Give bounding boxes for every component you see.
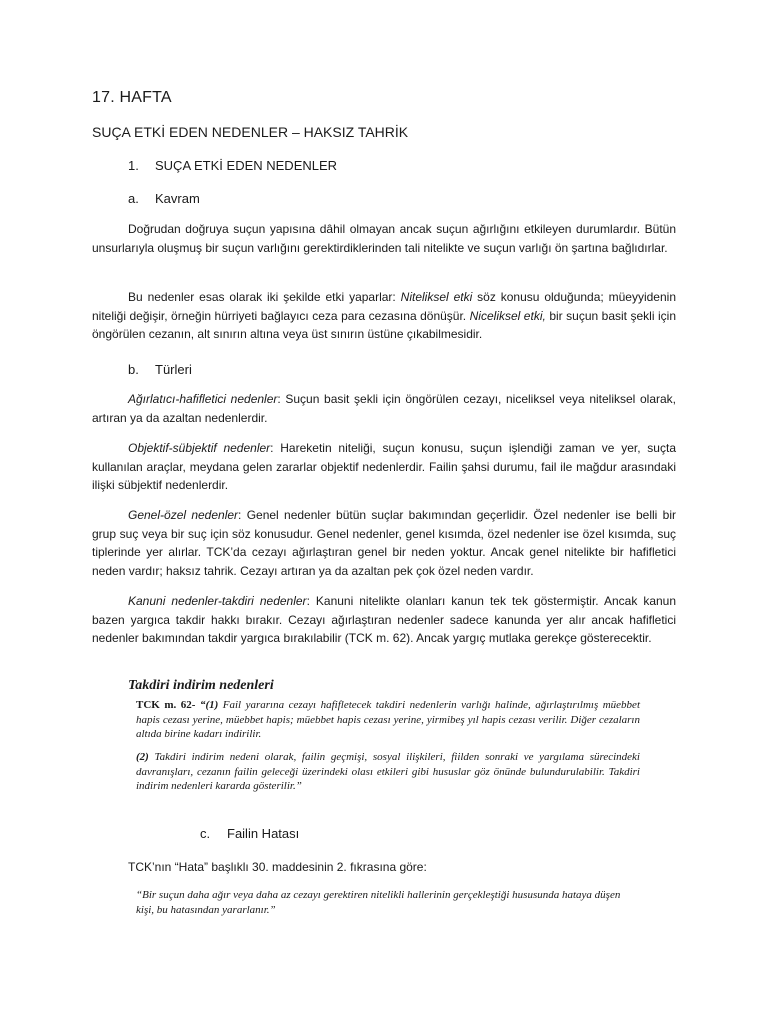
italic-term: Objektif-sübjektif nedenler: [128, 441, 271, 455]
subsection-label: Türleri: [155, 362, 192, 377]
italic-term: Kanuni nedenler-takdiri nedenler: [128, 594, 307, 608]
paragraph-turler-4: [92, 592, 676, 648]
law-quote-3: [136, 888, 640, 917]
subsection-heading-c: [200, 826, 299, 841]
text-run: : Hareketin niteliği, suçun konusu, suçun işlendiği zaman ve yer, suçta kullanılan araçlar, meydana gelen zararlar objektif nedenlerdir. Failin şahsi durumu, fail ile mağdur arasındaki ilişki sübjektif nedenlerdir.: [92, 441, 676, 492]
italic-term: Niteliksel etki: [400, 290, 473, 304]
paragraph-turler-1: [92, 390, 676, 427]
paragraph-turler-3: [92, 506, 676, 580]
law-quote-2: [136, 750, 640, 794]
clause-text: Takdiri indirim nedeni olarak, failin geçmişi, sosyal ilişkileri, fiilden sonraki ve yargılama sürecindeki davranışları, cezanın failin geleceği üzerindeki olası etkileri gibi hususlar göz önünde bulundurulabilir. Takdiri indirim nedenleri kararda gösterilir.”: [136, 751, 640, 792]
italic-term: Genel-özel nedenler: [128, 508, 239, 522]
italic-term: Niceliksel etki,: [469, 308, 546, 323]
subsection-label: Kavram: [155, 191, 200, 206]
subsection-heading-a: [128, 191, 200, 206]
clause-text: Fail yararına cezayı hafifletecek takdiri nedenlerin varlığı halinde, ağırlaştırılmış müebbet hapis cezası yerine, müebbet hapis; müebbet hapis cezası yerine, yirmibeş yıl hapis cezası verilir. Diğer cezaların altıda birine kadarı indirilir.: [136, 699, 640, 740]
week-heading: 17. HAFTA: [92, 89, 172, 106]
text-run: : Kanuni nitelikte olanları kanun tek tek göstermiştir. Ancak kanun bazen yargıca takdir hakkı bırakır. Cezayı ağırlaştıran nedenler sadece kanunda yer alır ancak hafifletici nedenler bakımından takdir yargıca bırakılabilir (TCK m. 62). Ancak yargıç mutlaka gerekçe gösterecektir.: [92, 594, 677, 645]
subsection-number: a.: [128, 191, 139, 206]
italic-term: Ağırlatıcı-hafifletici nedenler: [128, 392, 278, 406]
text-run: bir suçun basit şekli için öngörülen cezanın, alt sınırın altına veya üst sınırın üstüne çıkabilmesidir.: [92, 308, 677, 341]
text-run: Bu nedenler esas olarak iki şekilde etki yaparlar:: [128, 290, 401, 304]
subsection-heading-b: [128, 362, 192, 377]
subsection-label: Failin Hatası: [227, 826, 300, 841]
paragraph-hata: TCK’nın “Hata” başlıklı 30. maddesinin 2. fıkrasına göre:: [128, 860, 427, 874]
text-run: : Genel nedenler bütün suçlar bakımından geçerlidir. Özel nedenler ise belli bir grup suç veya bir suç için söz konusudur. Genel nedenler, genel kısımda, özel nedenler ise özel kısımda, suç tiplerinde yer alırlar. TCK’da cezayı ağırlaştıran genel bir neden yoktur. Ancak genel nitelikte bir hafifletici neden vardır; haksız tahrik. Cezayı artıran ya da azaltan pek çok özel neden vardır.: [92, 508, 676, 578]
subsection-number: b.: [128, 362, 139, 377]
law-reference: TCK m. 62-: [136, 699, 200, 711]
subsection-number: c.: [200, 826, 211, 841]
law-quote-1: [136, 698, 640, 742]
text-run: : Suçun basit şekli için öngörülen cezayı, niceliksel veya niteliksel olarak, artıran ya da azaltan nedenlerdir.: [92, 392, 676, 425]
takdiri-heading: Takdiri indirim nedenleri: [128, 678, 274, 693]
section-heading-1: [128, 158, 337, 173]
section-label: SUÇA ETKİ EDEN NEDENLER: [155, 158, 338, 173]
quote-mark: “: [199, 699, 206, 711]
text-run: söz konusu olduğunda; müeyyidenin niteliği değişir, örneğin hürriyeti bağlayıcı ceza para cezasına dönüşür.: [92, 290, 676, 323]
clause-number: (1): [205, 699, 219, 711]
paragraph-kavram-2: [92, 288, 676, 344]
lesson-title: SUÇA ETKİ EDEN NEDENLER – HAKSIZ TAHRİK: [92, 124, 409, 140]
section-number: 1.: [128, 158, 139, 173]
paragraph-turler-2: [92, 439, 676, 495]
clause-number: (2): [136, 751, 149, 763]
clause-text: “Bir suçun daha ağır veya daha az cezayı gerektiren nitelikli hallerinin gerçekleştiği hususunda hataya düşen kişi, bu hatasından yararlanır.”: [136, 889, 621, 916]
paragraph-kavram-1: Doğrudan doğruya suçun yapısına dâhil olmayan ancak suçun ağırlığını etkileyen durumlardır. Bütün unsurlarıyla oluşmuş bir suçun varlığını gerektirdiklerinden tali nitelikte ve suçun varlığı ön şartına bağlıdırlar.: [92, 222, 676, 255]
